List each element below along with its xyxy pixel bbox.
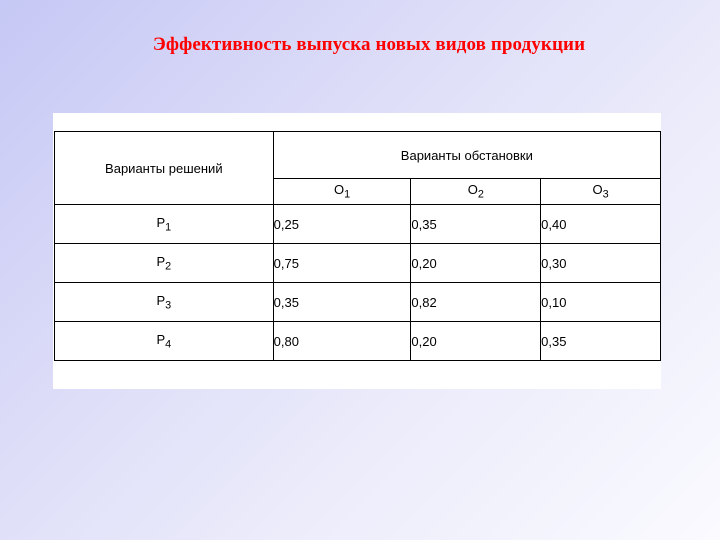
row-label-p3 <box>55 283 274 322</box>
slide-title: Эффективность выпуска новых видов продукции <box>152 34 586 55</box>
table-row <box>55 322 661 361</box>
table-cell: 0,80 <box>273 322 411 361</box>
row-label-p4 <box>55 322 274 361</box>
table-cell: 0,25 <box>273 205 411 244</box>
column-header-base: O <box>592 182 603 198</box>
table-cell: 0,35 <box>273 283 411 322</box>
row-label-p1 <box>55 205 274 244</box>
column-header-o1 <box>273 179 411 205</box>
table-cell: 0,35 <box>541 322 661 361</box>
column-header-o3 <box>541 179 661 205</box>
payoff-table <box>54 131 661 361</box>
table-cell: 0,35 <box>411 205 541 244</box>
row-label-base: P <box>156 331 166 347</box>
table-cell: 0,40 <box>541 205 661 244</box>
column-header-subscript: 2 <box>477 188 484 201</box>
column-header-o2 <box>411 179 541 205</box>
row-label-p2 <box>55 244 274 283</box>
header-decisions: Варианты решений <box>55 132 274 205</box>
table-panel <box>53 113 661 389</box>
row-label-base: P <box>156 253 166 269</box>
table-row <box>55 244 661 283</box>
table-cell: 0,75 <box>273 244 411 283</box>
column-header-base: O <box>333 182 345 198</box>
column-header-subscript: 3 <box>602 188 609 201</box>
table-cell: 0,20 <box>411 322 541 361</box>
table-cell: 0,30 <box>541 244 661 283</box>
table-row <box>55 283 661 322</box>
table-row <box>55 205 661 244</box>
row-label-subscript: 2 <box>165 260 172 273</box>
row-label-subscript: 3 <box>165 299 172 312</box>
row-label-base: P <box>156 214 166 230</box>
table-cell: 0,10 <box>541 283 661 322</box>
row-label-subscript: 1 <box>165 221 172 234</box>
header-situations: Варианты обстановки <box>273 132 660 179</box>
row-label-subscript: 4 <box>165 338 172 351</box>
row-label-base: P <box>156 292 166 308</box>
header-row <box>55 132 661 179</box>
table-cell: 0,82 <box>411 283 541 322</box>
table-cell: 0,20 <box>411 244 541 283</box>
column-header-base: O <box>467 182 478 198</box>
column-header-subscript: 1 <box>344 188 351 201</box>
